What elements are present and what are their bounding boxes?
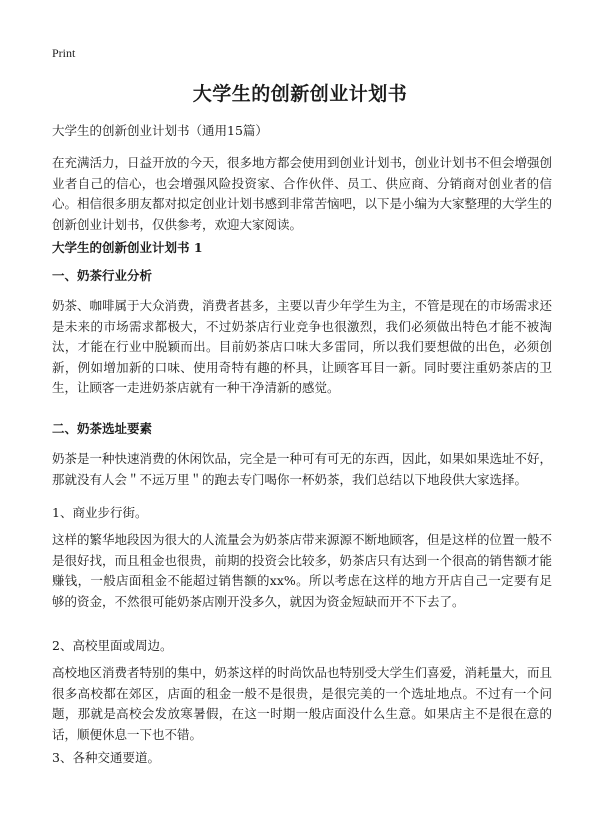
document-title: 大学生的创新创业计划书 [192, 83, 408, 105]
paragraph-location-factors: 奶茶是一种快速消费的休闲饮品，完全是一种可有可无的东西，因此，如果如果选址不好，那就没有人会＂不远万里＂的跑去专门喝你一杯奶茶，我们总结以下地段供大家选择。 [52, 451, 553, 487]
document-subtitle: 大学生的创新创业计划书（通用15篇） [52, 123, 268, 138]
list-item-text: 这样的繁华地段因为很大的人流量会为奶茶店带来源源不断地顾客，但是这样的位置一般不是很好找，而且租金也很贵，前期的投资会比较多，奶茶店只有达到一个很高的销售额才能赚钱，一般店面租金不能超过销售额的xx%。所以考虑在这样的地方开店自己一定要有足够的资金，不然很可能奶茶店刚开没多久，就因为资金短缺而开不下去了。 [52, 532, 553, 609]
heading-location-factors: 二、奶茶选址要素 [52, 421, 153, 436]
section-heading: 大学生的创新创业计划书 1 [52, 240, 203, 255]
list-item-label: 2、高校里面或周边。 [52, 638, 173, 653]
paragraph-industry-analysis: 奶茶、咖啡属于大众消费，消费者甚多，主要以青少年学生为主，不管是现在的市场需求还是未来的市场需求都极大，不过奶茶店行业竞争也很激烈，我们必须做出特色才能不被淘汰，才能在行业中脱颖而出。目前奶茶店口味大多雷同，所以我们要想做的出色，必须创新，例如增加新的口味、使用奇特有趣的杯具，让顾客耳目一新。同时要注重奶茶店的卫生，让顾客一走进奶茶店就有一种干净清新的感觉。 [52, 298, 553, 395]
list-item-text: 高校地区消费者特别的集中，奶茶这样的时尚饮品也特别受大学生们喜爱，消耗量大，而且很多高校都在郊区，店面的租金一般不是很贵，是很完美的一个选址地点。不过有一个问题，那就是高校会发放寒暑假，在这一时期一般店面没什么生意。如果店主不是很在意的话，顺便休息一下也不错。 [52, 665, 553, 742]
list-item-label: 1、商业步行街。 [52, 505, 148, 520]
intro-paragraph: 在充满活力，日益开放的今天，很多地方都会使用到创业计划书，创业计划书不但会增强创业者自己的信心，也会增强风险投资家、合作伙伴、员工、供应商、分销商对创业者的信心。相信很多朋友都对拟定创业计划书感到非常苦恼吧，以下是小编为大家整理的大学生的创新创业计划书，仅供参考，欢迎大家阅读。 [52, 155, 553, 232]
list-item-label: 3、各种交通要道。 [52, 750, 160, 765]
print-link[interactable]: Print [52, 46, 76, 60]
heading-industry-analysis: 一、奶茶行业分析 [52, 268, 153, 283]
